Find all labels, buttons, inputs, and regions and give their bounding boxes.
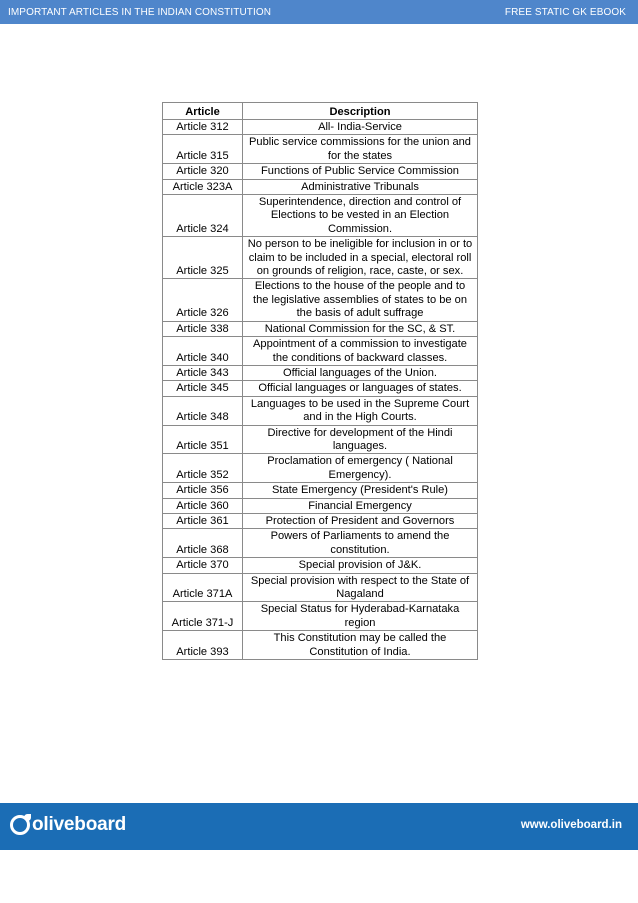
description-cell: Special provision with respect to the State of Nagaland xyxy=(243,573,478,602)
description-cell: Elections to the house of the people and to the legislative assemblies of states to be on the basis of adult suffrage xyxy=(243,279,478,321)
article-cell: Article 312 xyxy=(163,120,243,135)
description-cell: Superintendence, direction and control of Elections to be vested in an Election Commission. xyxy=(243,195,478,237)
footer-bar xyxy=(0,803,638,850)
description-cell: Special Status for Hyderabad-Karnataka region xyxy=(243,602,478,631)
table-row xyxy=(163,425,478,454)
article-cell: Article 370 xyxy=(163,558,243,573)
article-cell: Article 361 xyxy=(163,513,243,528)
description-cell: This Constitution may be called the Constitution of India. xyxy=(243,631,478,660)
description-cell: Appointment of a commission to investigate the conditions of backward classes. xyxy=(243,337,478,366)
website-link[interactable]: www.oliveboard.in xyxy=(520,819,622,831)
description-cell: Powers of Parliaments to amend the constitution. xyxy=(243,529,478,558)
table-row xyxy=(163,513,478,528)
articles-table xyxy=(162,102,478,660)
description-cell: Public service commissions for the union and for the states xyxy=(243,135,478,164)
article-cell: Article 345 xyxy=(163,381,243,396)
article-cell: Article 320 xyxy=(163,164,243,179)
description-cell: Directive for development of the Hindi languages. xyxy=(243,425,478,454)
brand-logo xyxy=(10,814,126,836)
table-row xyxy=(163,164,478,179)
article-cell: Article 371-J xyxy=(163,602,243,631)
description-cell: Official languages or languages of states. xyxy=(243,381,478,396)
table-row xyxy=(163,454,478,483)
article-cell: Article 340 xyxy=(163,337,243,366)
description-cell: No person to be ineligible for inclusion in or to claim to be included in a special, electoral roll on grounds of religion, race, caste, or sex. xyxy=(243,237,478,279)
description-cell: Functions of Public Service Commission xyxy=(243,164,478,179)
article-cell: Article 323A xyxy=(163,179,243,194)
article-cell: Article 371A xyxy=(163,573,243,602)
article-cell: Article 351 xyxy=(163,425,243,454)
article-cell: Article 343 xyxy=(163,365,243,380)
table-row xyxy=(163,529,478,558)
column-header-description: Description xyxy=(243,103,478,120)
article-cell: Article 338 xyxy=(163,321,243,336)
header-left-title: IMPORTANT ARTICLES IN THE INDIAN CONSTITUTION xyxy=(8,6,272,18)
table-row xyxy=(163,195,478,237)
table-row xyxy=(163,483,478,498)
description-cell: Languages to be used in the Supreme Court and in the High Courts. xyxy=(243,396,478,425)
header-right-title: FREE STATIC GK EBOOK xyxy=(504,6,626,18)
table-row xyxy=(163,602,478,631)
brand-name: oliveboard xyxy=(32,814,127,835)
description-cell: Protection of President and Governors xyxy=(243,513,478,528)
article-cell: Article 324 xyxy=(163,195,243,237)
description-cell: All- India-Service xyxy=(243,120,478,135)
description-cell: Administrative Tribunals xyxy=(243,179,478,194)
article-cell: Article 360 xyxy=(163,498,243,513)
article-cell: Article 368 xyxy=(163,529,243,558)
article-cell: Article 356 xyxy=(163,483,243,498)
table-row xyxy=(163,631,478,660)
table-row xyxy=(163,337,478,366)
article-cell: Article 393 xyxy=(163,631,243,660)
article-cell: Article 326 xyxy=(163,279,243,321)
table-row xyxy=(163,365,478,380)
table-header-row xyxy=(163,103,478,120)
header-bar xyxy=(0,0,638,24)
table-row xyxy=(163,558,478,573)
description-cell: Special provision of J&K. xyxy=(243,558,478,573)
table-row xyxy=(163,135,478,164)
description-cell: Official languages of the Union. xyxy=(243,365,478,380)
article-cell: Article 315 xyxy=(163,135,243,164)
description-cell: Proclamation of emergency ( National Emergency). xyxy=(243,454,478,483)
table-row xyxy=(163,381,478,396)
table-row xyxy=(163,237,478,279)
column-header-article: Article xyxy=(163,103,243,120)
table-row xyxy=(163,179,478,194)
article-cell: Article 325 xyxy=(163,237,243,279)
articles-table-container xyxy=(162,102,478,660)
article-cell: Article 348 xyxy=(163,396,243,425)
table-row xyxy=(163,573,478,602)
description-cell: State Emergency (President's Rule) xyxy=(243,483,478,498)
table-row xyxy=(163,396,478,425)
oliveboard-logo-icon xyxy=(10,815,30,835)
table-row xyxy=(163,279,478,321)
table-row xyxy=(163,498,478,513)
article-cell: Article 352 xyxy=(163,454,243,483)
table-row xyxy=(163,120,478,135)
description-cell: National Commission for the SC, & ST. xyxy=(243,321,478,336)
table-row xyxy=(163,321,478,336)
description-cell: Financial Emergency xyxy=(243,498,478,513)
